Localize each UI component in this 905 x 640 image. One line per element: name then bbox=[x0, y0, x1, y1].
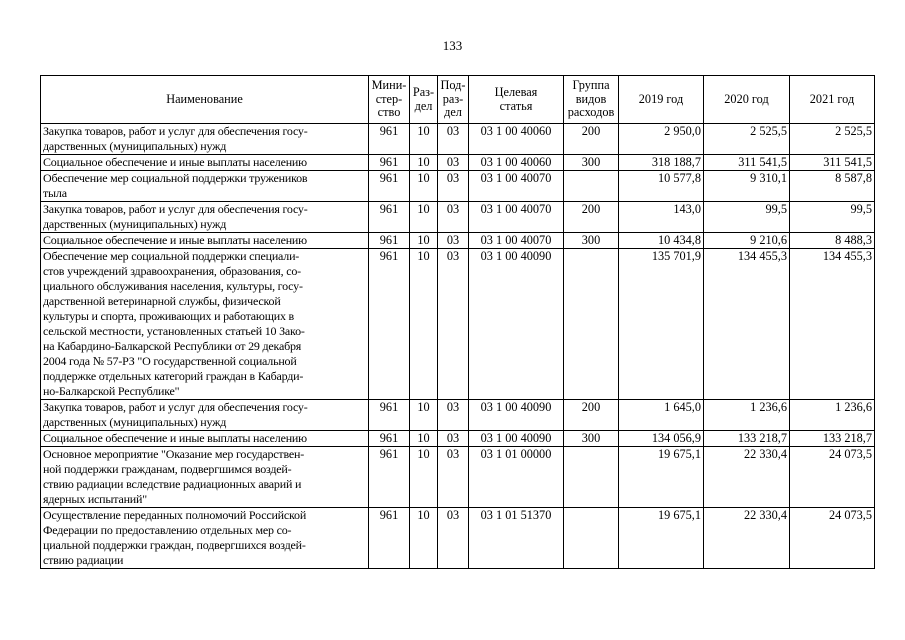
row-2020: 99,5 bbox=[704, 202, 790, 233]
row-ministry: 961 bbox=[369, 202, 410, 233]
row-section: 10 bbox=[410, 171, 438, 202]
table-row bbox=[41, 249, 875, 400]
row-2020: 133 218,7 bbox=[704, 431, 790, 447]
table-row bbox=[41, 124, 875, 155]
row-ministry: 961 bbox=[369, 508, 410, 569]
table-row bbox=[41, 171, 875, 202]
row-2021: 2 525,5 bbox=[790, 124, 875, 155]
row-group: 300 bbox=[564, 431, 619, 447]
row-section: 10 bbox=[410, 155, 438, 171]
row-2019: 318 188,7 bbox=[619, 155, 704, 171]
row-ministry: 961 bbox=[369, 124, 410, 155]
row-ministry: 961 bbox=[369, 447, 410, 508]
row-2021: 133 218,7 bbox=[790, 431, 875, 447]
row-target: 03 1 00 40070 bbox=[469, 202, 564, 233]
row-target: 03 1 00 40090 bbox=[469, 400, 564, 431]
budget-table bbox=[40, 75, 875, 569]
header-2019: 2019 год bbox=[619, 76, 704, 124]
row-name: Социальное обеспечение и иные выплаты населению bbox=[41, 431, 369, 447]
row-name: Обеспечение мер социальной поддержки специали- стов учреждений здравоохранения, образования, со- циального обслуживания населения, культуры, госу- дарственной ветеринарной службы, физической культуры и спорта, проживающих и работающих в сельской местности, установленных статьей 10 Зако- на Кабардино-Балкарской Республики от 29 декабря 2004 года № 57-РЗ "О государственной социальной поддержке отдельных категорий граждан в Кабарди- но-Балкарской Республике" bbox=[41, 249, 369, 400]
row-group: 300 bbox=[564, 233, 619, 249]
row-subsection: 03 bbox=[438, 233, 469, 249]
table-row bbox=[41, 155, 875, 171]
row-name: Социальное обеспечение и иные выплаты населению bbox=[41, 233, 369, 249]
row-subsection: 03 bbox=[438, 508, 469, 569]
row-target: 03 1 01 51370 bbox=[469, 508, 564, 569]
row-name: Основное мероприятие "Оказание мер государствен- ной поддержки гражданам, подвергшимся воздей- ствию радиации вследствие радиационных аварий и ядерных испытаний" bbox=[41, 447, 369, 508]
row-ministry: 961 bbox=[369, 233, 410, 249]
row-2019: 19 675,1 bbox=[619, 447, 704, 508]
row-subsection: 03 bbox=[438, 400, 469, 431]
row-2019: 1 645,0 bbox=[619, 400, 704, 431]
row-2020: 22 330,4 bbox=[704, 447, 790, 508]
row-target: 03 1 01 00000 bbox=[469, 447, 564, 508]
row-group bbox=[564, 249, 619, 400]
header-group: Группа видов расходов bbox=[564, 76, 619, 124]
row-section: 10 bbox=[410, 431, 438, 447]
header-section: Раз- дел bbox=[410, 76, 438, 124]
row-2021: 134 455,3 bbox=[790, 249, 875, 400]
row-target: 03 1 00 40070 bbox=[469, 171, 564, 202]
row-name: Закупка товаров, работ и услуг для обеспечения госу- дарственных (муниципальных) нужд bbox=[41, 202, 369, 233]
row-subsection: 03 bbox=[438, 431, 469, 447]
header-ministry: Мини- стер- ство bbox=[369, 76, 410, 124]
row-group: 300 bbox=[564, 155, 619, 171]
table-row bbox=[41, 508, 875, 569]
row-2020: 134 455,3 bbox=[704, 249, 790, 400]
row-2021: 24 073,5 bbox=[790, 508, 875, 569]
table-row bbox=[41, 431, 875, 447]
row-subsection: 03 bbox=[438, 249, 469, 400]
row-section: 10 bbox=[410, 508, 438, 569]
header-name: Наименование bbox=[41, 76, 369, 124]
row-group bbox=[564, 171, 619, 202]
header-row bbox=[41, 76, 875, 124]
row-section: 10 bbox=[410, 124, 438, 155]
table-row bbox=[41, 202, 875, 233]
row-section: 10 bbox=[410, 249, 438, 400]
row-section: 10 bbox=[410, 447, 438, 508]
row-2020: 9 210,6 bbox=[704, 233, 790, 249]
row-2021: 24 073,5 bbox=[790, 447, 875, 508]
row-2021: 311 541,5 bbox=[790, 155, 875, 171]
table-row bbox=[41, 400, 875, 431]
row-2021: 99,5 bbox=[790, 202, 875, 233]
header-2021: 2021 год bbox=[790, 76, 875, 124]
row-2019: 10 434,8 bbox=[619, 233, 704, 249]
row-section: 10 bbox=[410, 202, 438, 233]
header-2020: 2020 год bbox=[704, 76, 790, 124]
row-2019: 143,0 bbox=[619, 202, 704, 233]
row-ministry: 961 bbox=[369, 155, 410, 171]
row-subsection: 03 bbox=[438, 447, 469, 508]
row-subsection: 03 bbox=[438, 124, 469, 155]
row-2020: 22 330,4 bbox=[704, 508, 790, 569]
row-2019: 10 577,8 bbox=[619, 171, 704, 202]
row-ministry: 961 bbox=[369, 400, 410, 431]
row-group: 200 bbox=[564, 202, 619, 233]
row-group: 200 bbox=[564, 400, 619, 431]
row-target: 03 1 00 40090 bbox=[469, 249, 564, 400]
row-ministry: 961 bbox=[369, 171, 410, 202]
row-subsection: 03 bbox=[438, 202, 469, 233]
row-name: Закупка товаров, работ и услуг для обеспечения госу- дарственных (муниципальных) нужд bbox=[41, 124, 369, 155]
row-target: 03 1 00 40090 bbox=[469, 431, 564, 447]
row-2020: 9 310,1 bbox=[704, 171, 790, 202]
row-2020: 1 236,6 bbox=[704, 400, 790, 431]
page-number: 133 bbox=[442, 38, 463, 53]
row-name: Социальное обеспечение и иные выплаты населению bbox=[41, 155, 369, 171]
row-ministry: 961 bbox=[369, 249, 410, 400]
row-2021: 8 488,3 bbox=[790, 233, 875, 249]
row-2019: 134 056,9 bbox=[619, 431, 704, 447]
row-target: 03 1 00 40070 bbox=[469, 233, 564, 249]
row-2020: 311 541,5 bbox=[704, 155, 790, 171]
row-section: 10 bbox=[410, 233, 438, 249]
row-target: 03 1 00 40060 bbox=[469, 124, 564, 155]
row-group: 200 bbox=[564, 124, 619, 155]
row-subsection: 03 bbox=[438, 171, 469, 202]
row-2019: 19 675,1 bbox=[619, 508, 704, 569]
header-target: Целевая статья bbox=[469, 76, 564, 124]
row-name: Осуществление переданных полномочий Российской Федерации по предоставлению отдельных мер со- циальной поддержки граждан, подвергшихся воздей- ствию радиации bbox=[41, 508, 369, 569]
row-2021: 1 236,6 bbox=[790, 400, 875, 431]
row-2020: 2 525,5 bbox=[704, 124, 790, 155]
row-name: Обеспечение мер социальной поддержки тружеников тыла bbox=[41, 171, 369, 202]
row-2019: 2 950,0 bbox=[619, 124, 704, 155]
row-2019: 135 701,9 bbox=[619, 249, 704, 400]
header-subsection: Под- раз- дел bbox=[438, 76, 469, 124]
row-group bbox=[564, 447, 619, 508]
row-name: Закупка товаров, работ и услуг для обеспечения госу- дарственных (муниципальных) нужд bbox=[41, 400, 369, 431]
row-section: 10 bbox=[410, 400, 438, 431]
table-row bbox=[41, 233, 875, 249]
row-target: 03 1 00 40060 bbox=[469, 155, 564, 171]
row-group bbox=[564, 508, 619, 569]
row-2021: 8 587,8 bbox=[790, 171, 875, 202]
table-row bbox=[41, 447, 875, 508]
row-ministry: 961 bbox=[369, 431, 410, 447]
row-subsection: 03 bbox=[438, 155, 469, 171]
